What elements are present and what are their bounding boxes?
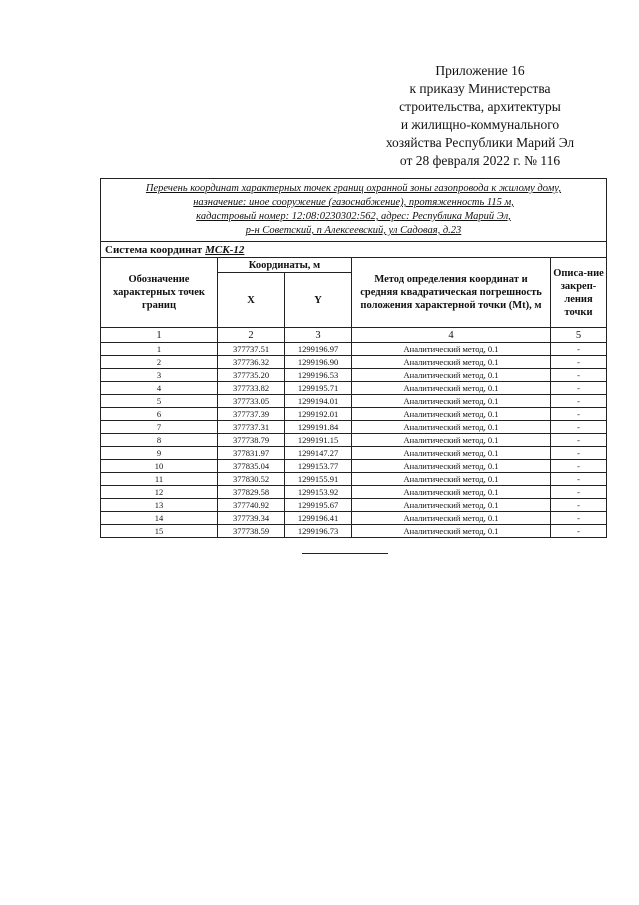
x-coordinate-cell: 377736.32 bbox=[218, 356, 285, 369]
y-coordinate-cell: 1299196.73 bbox=[285, 525, 352, 538]
description-cell: - bbox=[551, 408, 607, 421]
table-row bbox=[101, 408, 607, 421]
x-coordinate-cell: 377830.52 bbox=[218, 473, 285, 486]
coordinate-system bbox=[101, 242, 607, 258]
appendix-line: Приложение 16 bbox=[435, 63, 525, 78]
column-number: 3 bbox=[285, 328, 352, 343]
table-row bbox=[101, 525, 607, 538]
header-y: Y bbox=[285, 273, 352, 328]
signature-divider-line bbox=[302, 553, 388, 554]
y-coordinate-cell: 1299195.71 bbox=[285, 382, 352, 395]
y-coordinate-cell: 1299191.84 bbox=[285, 421, 352, 434]
point-number-cell: 8 bbox=[101, 434, 218, 447]
coordinates-table bbox=[100, 178, 607, 538]
y-coordinate-cell: 1299196.97 bbox=[285, 343, 352, 356]
table-row bbox=[101, 460, 607, 473]
point-number-cell: 6 bbox=[101, 408, 218, 421]
coordinate-system-row bbox=[101, 242, 607, 258]
table-row bbox=[101, 369, 607, 382]
table-row bbox=[101, 447, 607, 460]
y-coordinate-cell: 1299147.27 bbox=[285, 447, 352, 460]
description-cell: - bbox=[551, 486, 607, 499]
method-cell: Аналитический метод, 0.1 bbox=[352, 382, 551, 395]
description-cell: - bbox=[551, 499, 607, 512]
caption-line: р-н Советский, п Алексеевский, ул Садовая, д.23 bbox=[245, 225, 462, 236]
column-number: 5 bbox=[551, 328, 607, 343]
appendix-line: хозяйства Республики Марий Эл bbox=[385, 135, 575, 150]
header-method: Метод определения координат и средняя квадратическая погрешность положения характерной точки (Mt), м bbox=[352, 258, 551, 328]
point-number-cell: 11 bbox=[101, 473, 218, 486]
y-coordinate-cell: 1299195.67 bbox=[285, 499, 352, 512]
method-cell: Аналитический метод, 0.1 bbox=[352, 356, 551, 369]
column-number-row bbox=[101, 328, 607, 343]
table-row bbox=[101, 434, 607, 447]
method-cell: Аналитический метод, 0.1 bbox=[352, 499, 551, 512]
x-coordinate-cell: 377829.58 bbox=[218, 486, 285, 499]
description-cell: - bbox=[551, 343, 607, 356]
x-coordinate-cell: 377737.31 bbox=[218, 421, 285, 434]
y-coordinate-cell: 1299196.41 bbox=[285, 512, 352, 525]
table-row bbox=[101, 356, 607, 369]
header-designation: Обозначение характерных точек границ bbox=[101, 258, 218, 328]
x-coordinate-cell: 377738.59 bbox=[218, 525, 285, 538]
header-coordinates: Координаты, м bbox=[218, 258, 352, 273]
table-row bbox=[101, 473, 607, 486]
appendix-line: и жилищно-коммунального bbox=[400, 117, 560, 132]
point-number-cell: 13 bbox=[101, 499, 218, 512]
table-caption bbox=[101, 179, 607, 242]
description-cell: - bbox=[551, 395, 607, 408]
description-cell: - bbox=[551, 421, 607, 434]
method-cell: Аналитический метод, 0.1 bbox=[352, 408, 551, 421]
x-coordinate-cell: 377738.79 bbox=[218, 434, 285, 447]
column-number: 4 bbox=[352, 328, 551, 343]
method-cell: Аналитический метод, 0.1 bbox=[352, 447, 551, 460]
point-number-cell: 9 bbox=[101, 447, 218, 460]
appendix-line: от 28 февраля 2022 г. № 116 bbox=[399, 153, 561, 168]
y-coordinate-cell: 1299194.01 bbox=[285, 395, 352, 408]
method-cell: Аналитический метод, 0.1 bbox=[352, 460, 551, 473]
header-row bbox=[101, 258, 607, 273]
y-coordinate-cell: 1299192.01 bbox=[285, 408, 352, 421]
point-number-cell: 14 bbox=[101, 512, 218, 525]
method-cell: Аналитический метод, 0.1 bbox=[352, 434, 551, 447]
point-number-cell: 15 bbox=[101, 525, 218, 538]
table-row bbox=[101, 486, 607, 499]
method-cell: Аналитический метод, 0.1 bbox=[352, 343, 551, 356]
description-cell: - bbox=[551, 369, 607, 382]
x-coordinate-cell: 377735.20 bbox=[218, 369, 285, 382]
caption-line: Перечень координат характерных точек границ охранной зоны газопровода к жилому дому, bbox=[145, 183, 562, 194]
y-coordinate-cell: 1299196.53 bbox=[285, 369, 352, 382]
caption-line: кадастровый номер: 12:08:0230302:562, адрес: Республика Марий Эл, bbox=[196, 211, 511, 222]
coordinate-system-name: МСК-12 bbox=[205, 243, 245, 256]
table-row bbox=[101, 395, 607, 408]
description-cell: - bbox=[551, 356, 607, 369]
coordinate-system-label: Система координат bbox=[105, 243, 203, 256]
table-row bbox=[101, 421, 607, 434]
column-number: 1 bbox=[101, 328, 218, 343]
table-row bbox=[101, 343, 607, 356]
point-number-cell: 4 bbox=[101, 382, 218, 395]
x-coordinate-cell: 377737.39 bbox=[218, 408, 285, 421]
method-cell: Аналитический метод, 0.1 bbox=[352, 395, 551, 408]
x-coordinate-cell: 377740.92 bbox=[218, 499, 285, 512]
y-coordinate-cell: 1299153.77 bbox=[285, 460, 352, 473]
point-number-cell: 2 bbox=[101, 356, 218, 369]
method-cell: Аналитический метод, 0.1 bbox=[352, 421, 551, 434]
description-cell: - bbox=[551, 525, 607, 538]
method-cell: Аналитический метод, 0.1 bbox=[352, 369, 551, 382]
x-coordinate-cell: 377737.51 bbox=[218, 343, 285, 356]
point-number-cell: 5 bbox=[101, 395, 218, 408]
x-coordinate-cell: 377733.82 bbox=[218, 382, 285, 395]
appendix-line: к приказу Министерства bbox=[409, 81, 551, 96]
point-number-cell: 1 bbox=[101, 343, 218, 356]
x-coordinate-cell: 377733.05 bbox=[218, 395, 285, 408]
table-row bbox=[101, 499, 607, 512]
x-coordinate-cell: 377831.97 bbox=[218, 447, 285, 460]
point-number-cell: 3 bbox=[101, 369, 218, 382]
description-cell: - bbox=[551, 382, 607, 395]
description-cell: - bbox=[551, 460, 607, 473]
x-coordinate-cell: 377835.04 bbox=[218, 460, 285, 473]
description-cell: - bbox=[551, 434, 607, 447]
description-cell: - bbox=[551, 447, 607, 460]
y-coordinate-cell: 1299191.15 bbox=[285, 434, 352, 447]
header-x: X bbox=[218, 273, 285, 328]
method-cell: Аналитический метод, 0.1 bbox=[352, 512, 551, 525]
method-cell: Аналитический метод, 0.1 bbox=[352, 486, 551, 499]
table-row bbox=[101, 382, 607, 395]
point-number-cell: 10 bbox=[101, 460, 218, 473]
table-row bbox=[101, 512, 607, 525]
caption-line: назначение: иное сооружение (газоснабжение), протяженность 115 м, bbox=[193, 197, 514, 208]
appendix-line: строительства, архитектуры bbox=[399, 99, 561, 114]
point-number-cell: 7 bbox=[101, 421, 218, 434]
column-number: 2 bbox=[218, 328, 285, 343]
y-coordinate-cell: 1299196.90 bbox=[285, 356, 352, 369]
caption-row bbox=[101, 179, 607, 242]
x-coordinate-cell: 377739.34 bbox=[218, 512, 285, 525]
y-coordinate-cell: 1299153.92 bbox=[285, 486, 352, 499]
description-cell: - bbox=[551, 512, 607, 525]
y-coordinate-cell: 1299155.91 bbox=[285, 473, 352, 486]
point-number-cell: 12 bbox=[101, 486, 218, 499]
method-cell: Аналитический метод, 0.1 bbox=[352, 473, 551, 486]
method-cell: Аналитический метод, 0.1 bbox=[352, 525, 551, 538]
header-description: Описа-ние закреп-ления точки bbox=[551, 258, 607, 328]
description-cell: - bbox=[551, 473, 607, 486]
appendix-header bbox=[360, 62, 600, 170]
